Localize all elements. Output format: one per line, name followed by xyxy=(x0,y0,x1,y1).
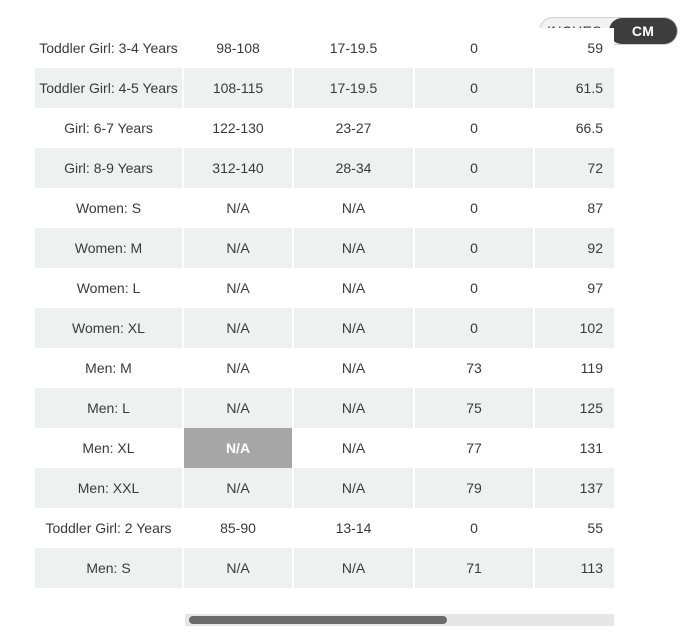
size-cell: Toddler Girl: 3-4 Years xyxy=(35,28,184,68)
height-cell: 122-130 xyxy=(184,108,294,148)
height-cell: 108-115 xyxy=(184,68,294,108)
chest-cell: 0 xyxy=(415,68,535,108)
size-cell: Women: S xyxy=(35,188,184,228)
chest-cell: 0 xyxy=(415,108,535,148)
table-row xyxy=(35,388,614,428)
age-cell: N/A xyxy=(294,308,415,348)
height-cell: 312-140 xyxy=(184,148,294,188)
age-cell: 17-19.5 xyxy=(294,28,415,68)
length-cell: 61.5 xyxy=(535,68,614,108)
chest-cell: 75 xyxy=(415,388,535,428)
length-cell: 87 xyxy=(535,188,614,228)
height-cell: N/A xyxy=(184,348,294,388)
horizontal-scrollbar[interactable] xyxy=(185,614,614,626)
chest-cell: 0 xyxy=(415,308,535,348)
chest-cell: 0 xyxy=(415,28,535,68)
size-cell: Toddler Girl: 2 Years xyxy=(35,508,184,548)
age-cell: 17-19.5 xyxy=(294,68,415,108)
chest-cell: 0 xyxy=(415,148,535,188)
length-cell: 137 xyxy=(535,468,614,508)
size-cell: Men: S xyxy=(35,548,184,588)
length-cell: 55 xyxy=(535,508,614,548)
chest-cell: 0 xyxy=(415,268,535,308)
size-cell: Girl: 6-7 Years xyxy=(35,108,184,148)
age-cell: N/A xyxy=(294,268,415,308)
table-row xyxy=(35,228,614,268)
scrollbar-thumb[interactable] xyxy=(189,616,447,624)
table-row xyxy=(35,468,614,508)
size-chart-table[interactable] xyxy=(35,40,614,609)
size-cell: Men: M xyxy=(35,348,184,388)
size-cell: Men: XXL xyxy=(35,468,184,508)
age-cell: N/A xyxy=(294,228,415,268)
age-cell: 28-34 xyxy=(294,148,415,188)
chest-cell: 71 xyxy=(415,548,535,588)
size-cell: Toddler Girl: 4-5 Years xyxy=(35,68,184,108)
length-cell: 97 xyxy=(535,268,614,308)
length-cell: 102 xyxy=(535,308,614,348)
length-cell: 72 xyxy=(535,148,614,188)
age-cell: N/A xyxy=(294,388,415,428)
age-cell: 13-14 xyxy=(294,508,415,548)
chest-cell: 0 xyxy=(415,188,535,228)
table-row xyxy=(35,428,614,468)
length-cell: 119 xyxy=(535,348,614,388)
chest-cell: 0 xyxy=(415,228,535,268)
size-cell: Women: L xyxy=(35,268,184,308)
chest-cell: 73 xyxy=(415,348,535,388)
table-row xyxy=(35,308,614,348)
chest-cell: 77 xyxy=(415,428,535,468)
table-row xyxy=(35,148,614,188)
size-cell: Women: XL xyxy=(35,308,184,348)
length-cell: 113 xyxy=(535,548,614,588)
height-cell: N/A xyxy=(184,188,294,228)
size-cell: Men: XL xyxy=(35,428,184,468)
size-cell: Men: L xyxy=(35,388,184,428)
age-cell: N/A xyxy=(294,468,415,508)
age-cell: N/A xyxy=(294,188,415,228)
height-cell: N/A xyxy=(184,388,294,428)
age-cell: N/A xyxy=(294,348,415,388)
length-cell: 92 xyxy=(535,228,614,268)
length-cell: 66.5 xyxy=(535,108,614,148)
chest-cell: 79 xyxy=(415,468,535,508)
height-cell: N/A xyxy=(184,548,294,588)
length-cell: 59 xyxy=(535,28,614,68)
table-row xyxy=(35,268,614,308)
height-cell: N/A xyxy=(184,308,294,348)
table-row xyxy=(35,108,614,148)
height-cell: N/A xyxy=(184,268,294,308)
age-cell: N/A xyxy=(294,428,415,468)
table-row xyxy=(35,348,614,388)
table-row xyxy=(35,188,614,228)
table-row xyxy=(35,68,614,108)
length-cell: 131 xyxy=(535,428,614,468)
table-row xyxy=(35,28,614,68)
height-cell: 85-90 xyxy=(184,508,294,548)
height-cell: N/A xyxy=(184,428,294,468)
age-cell: N/A xyxy=(294,548,415,588)
cm-option[interactable]: CM xyxy=(609,18,677,44)
height-cell: N/A xyxy=(184,468,294,508)
height-cell: N/A xyxy=(184,228,294,268)
table-row xyxy=(35,508,614,548)
table-row xyxy=(35,548,614,588)
size-cell: Women: M xyxy=(35,228,184,268)
length-cell: 125 xyxy=(535,388,614,428)
chest-cell: 0 xyxy=(415,508,535,548)
height-cell: 98-108 xyxy=(184,28,294,68)
size-chart-rows xyxy=(35,28,614,588)
size-cell: Girl: 8-9 Years xyxy=(35,148,184,188)
age-cell: 23-27 xyxy=(294,108,415,148)
